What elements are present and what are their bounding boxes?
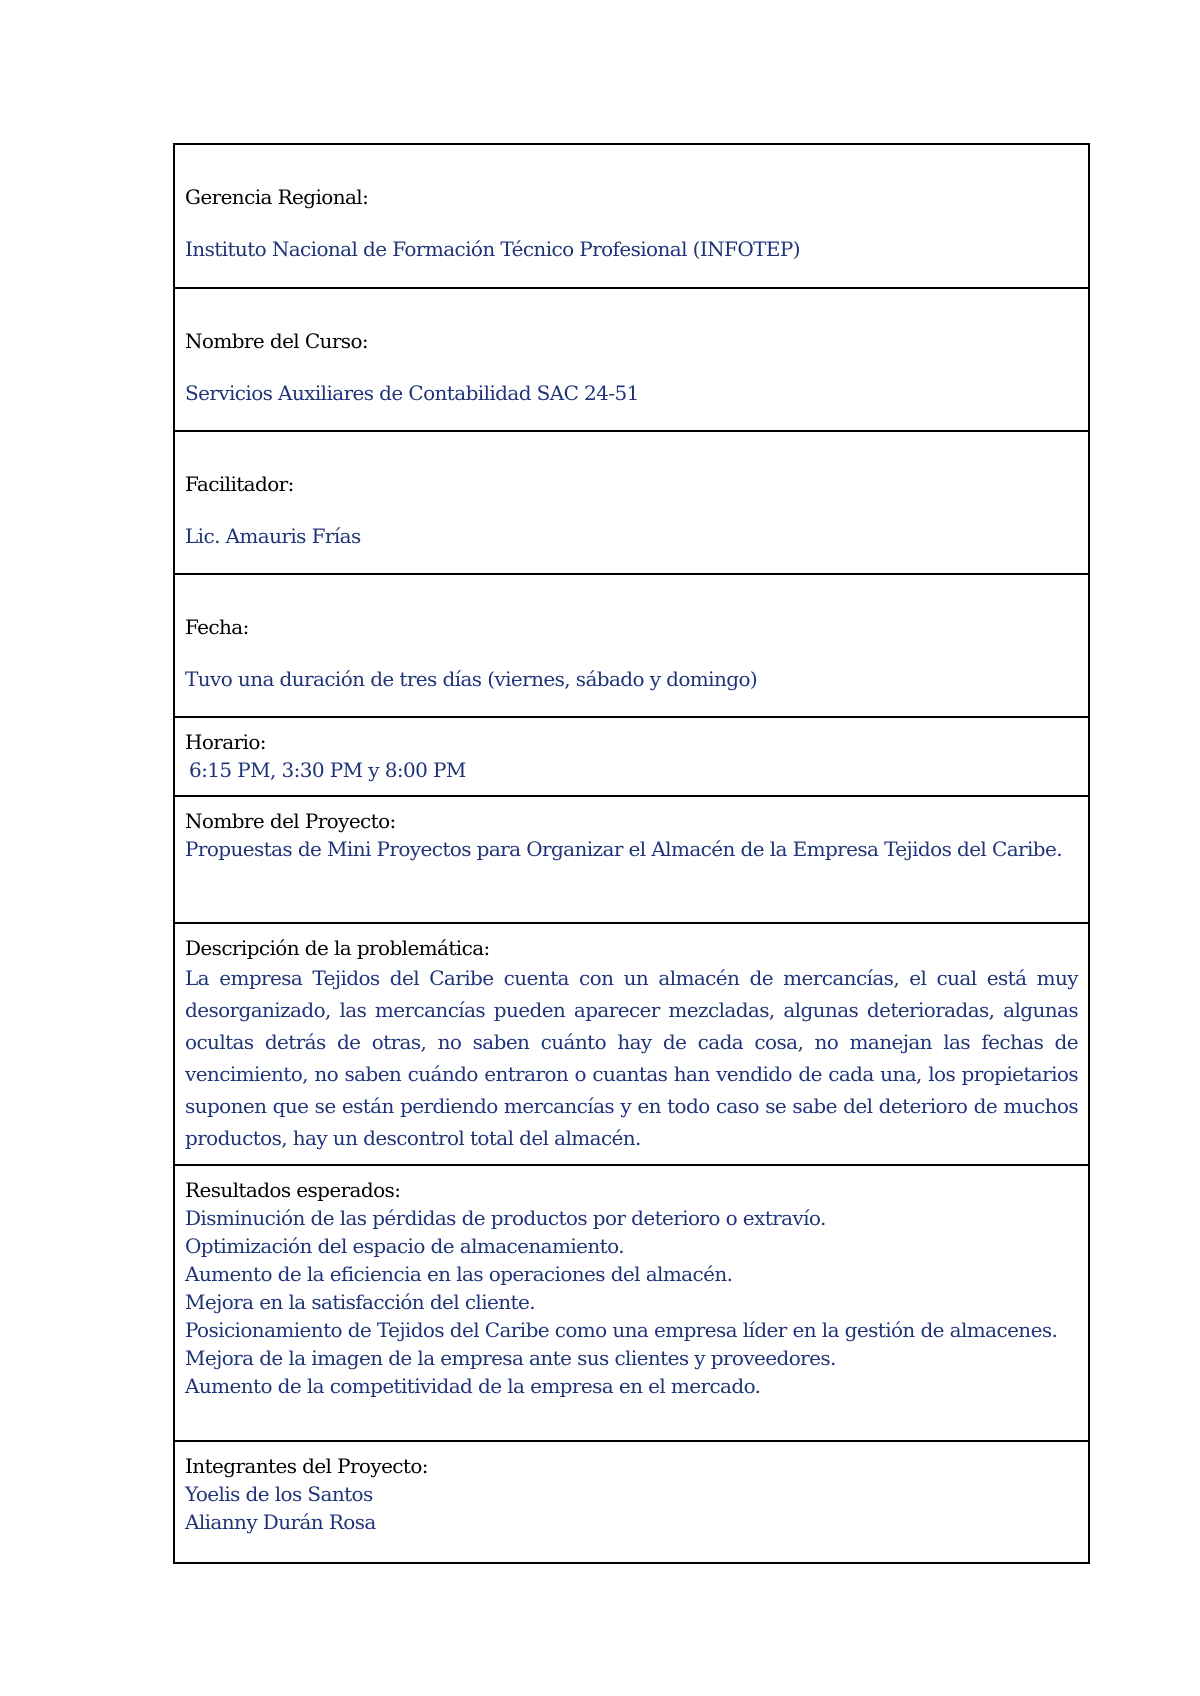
cell-curso: [174, 288, 1089, 431]
cell-resultados: [174, 1165, 1089, 1441]
row-proyecto: [174, 796, 1089, 923]
row-descripcion: [174, 923, 1089, 1165]
fecha-label: Fecha:: [185, 615, 249, 639]
descripcion-label: Descripción de la problemática:: [185, 936, 490, 960]
curso-value: Servicios Auxiliares de Contabilidad SAC 24-51: [185, 381, 639, 405]
gerencia-label: Gerencia Regional:: [185, 185, 369, 209]
integrante-name: Yoelis de los Santos: [185, 1482, 373, 1506]
resultado-item: Posicionamiento de Tejidos del Caribe como una empresa líder en la gestión de almacenes.: [185, 1318, 1058, 1342]
resultados-label: Resultados esperados:: [185, 1178, 401, 1202]
row-integrantes: [174, 1441, 1089, 1563]
resultado-item: Mejora en la satisfacción del cliente.: [185, 1290, 535, 1314]
resultado-item: Optimización del espacio de almacenamiento.: [185, 1234, 624, 1258]
row-facilitador: [174, 431, 1089, 574]
project-info-table: [173, 143, 1090, 1564]
cell-horario: [174, 717, 1089, 796]
horario-label: Horario:: [185, 730, 266, 754]
cell-fecha: [174, 574, 1089, 717]
integrante-name: Alianny Durán Rosa: [185, 1510, 376, 1534]
horario-value: 6:15 PM, 3:30 PM y 8:00 PM: [189, 758, 466, 782]
resultado-item: Aumento de la competitividad de la empresa en el mercado.: [185, 1374, 761, 1398]
descripcion-value: La empresa Tejidos del Caribe cuenta con un almacén de mercancías, el cual está muy desorganizado, las mercancías pueden aparecer mezcladas, algunas deterioradas, algunas ocultas detrás de otras, no saben cuánto hay de cada cosa, no manejan las fechas de vencimiento, no saben cuándo entraron o cuantas han vendido de cada una, los propietarios suponen que se están perdiendo mercancías y en todo caso se sabe del deterioro de muchos productos, hay un descontrol total del almacén.: [185, 966, 1078, 1150]
facilitador-value: Lic. Amauris Frías: [185, 524, 361, 548]
cell-integrantes: [174, 1441, 1089, 1563]
gerencia-value: Instituto Nacional de Formación Técnico Profesional (INFOTEP): [185, 237, 800, 261]
row-horario: [174, 717, 1089, 796]
fecha-value: Tuvo una duración de tres días (viernes, sábado y domingo): [185, 667, 758, 691]
resultado-item: Aumento de la eficiencia en las operaciones del almacén.: [185, 1262, 733, 1286]
cell-facilitador: [174, 431, 1089, 574]
cell-descripcion: [174, 923, 1089, 1165]
curso-label: Nombre del Curso:: [185, 329, 369, 353]
row-curso: [174, 288, 1089, 431]
integrantes-label: Integrantes del Proyecto:: [185, 1454, 428, 1478]
proyecto-value: Propuestas de Mini Proyectos para Organizar el Almacén de la Empresa Tejidos del Caribe.: [185, 837, 1062, 861]
facilitador-label: Facilitador:: [185, 472, 294, 496]
cell-gerencia: [174, 144, 1089, 288]
cell-proyecto: [174, 796, 1089, 923]
resultado-item: Disminución de las pérdidas de productos por deterioro o extravío.: [185, 1206, 826, 1230]
proyecto-label: Nombre del Proyecto:: [185, 809, 396, 833]
resultados-list: [185, 1204, 1078, 1400]
row-fecha: [174, 574, 1089, 717]
integrantes-list: [185, 1480, 1078, 1536]
resultado-item: Mejora de la imagen de la empresa ante sus clientes y proveedores.: [185, 1346, 836, 1370]
row-resultados: [174, 1165, 1089, 1441]
row-gerencia: [174, 144, 1089, 288]
